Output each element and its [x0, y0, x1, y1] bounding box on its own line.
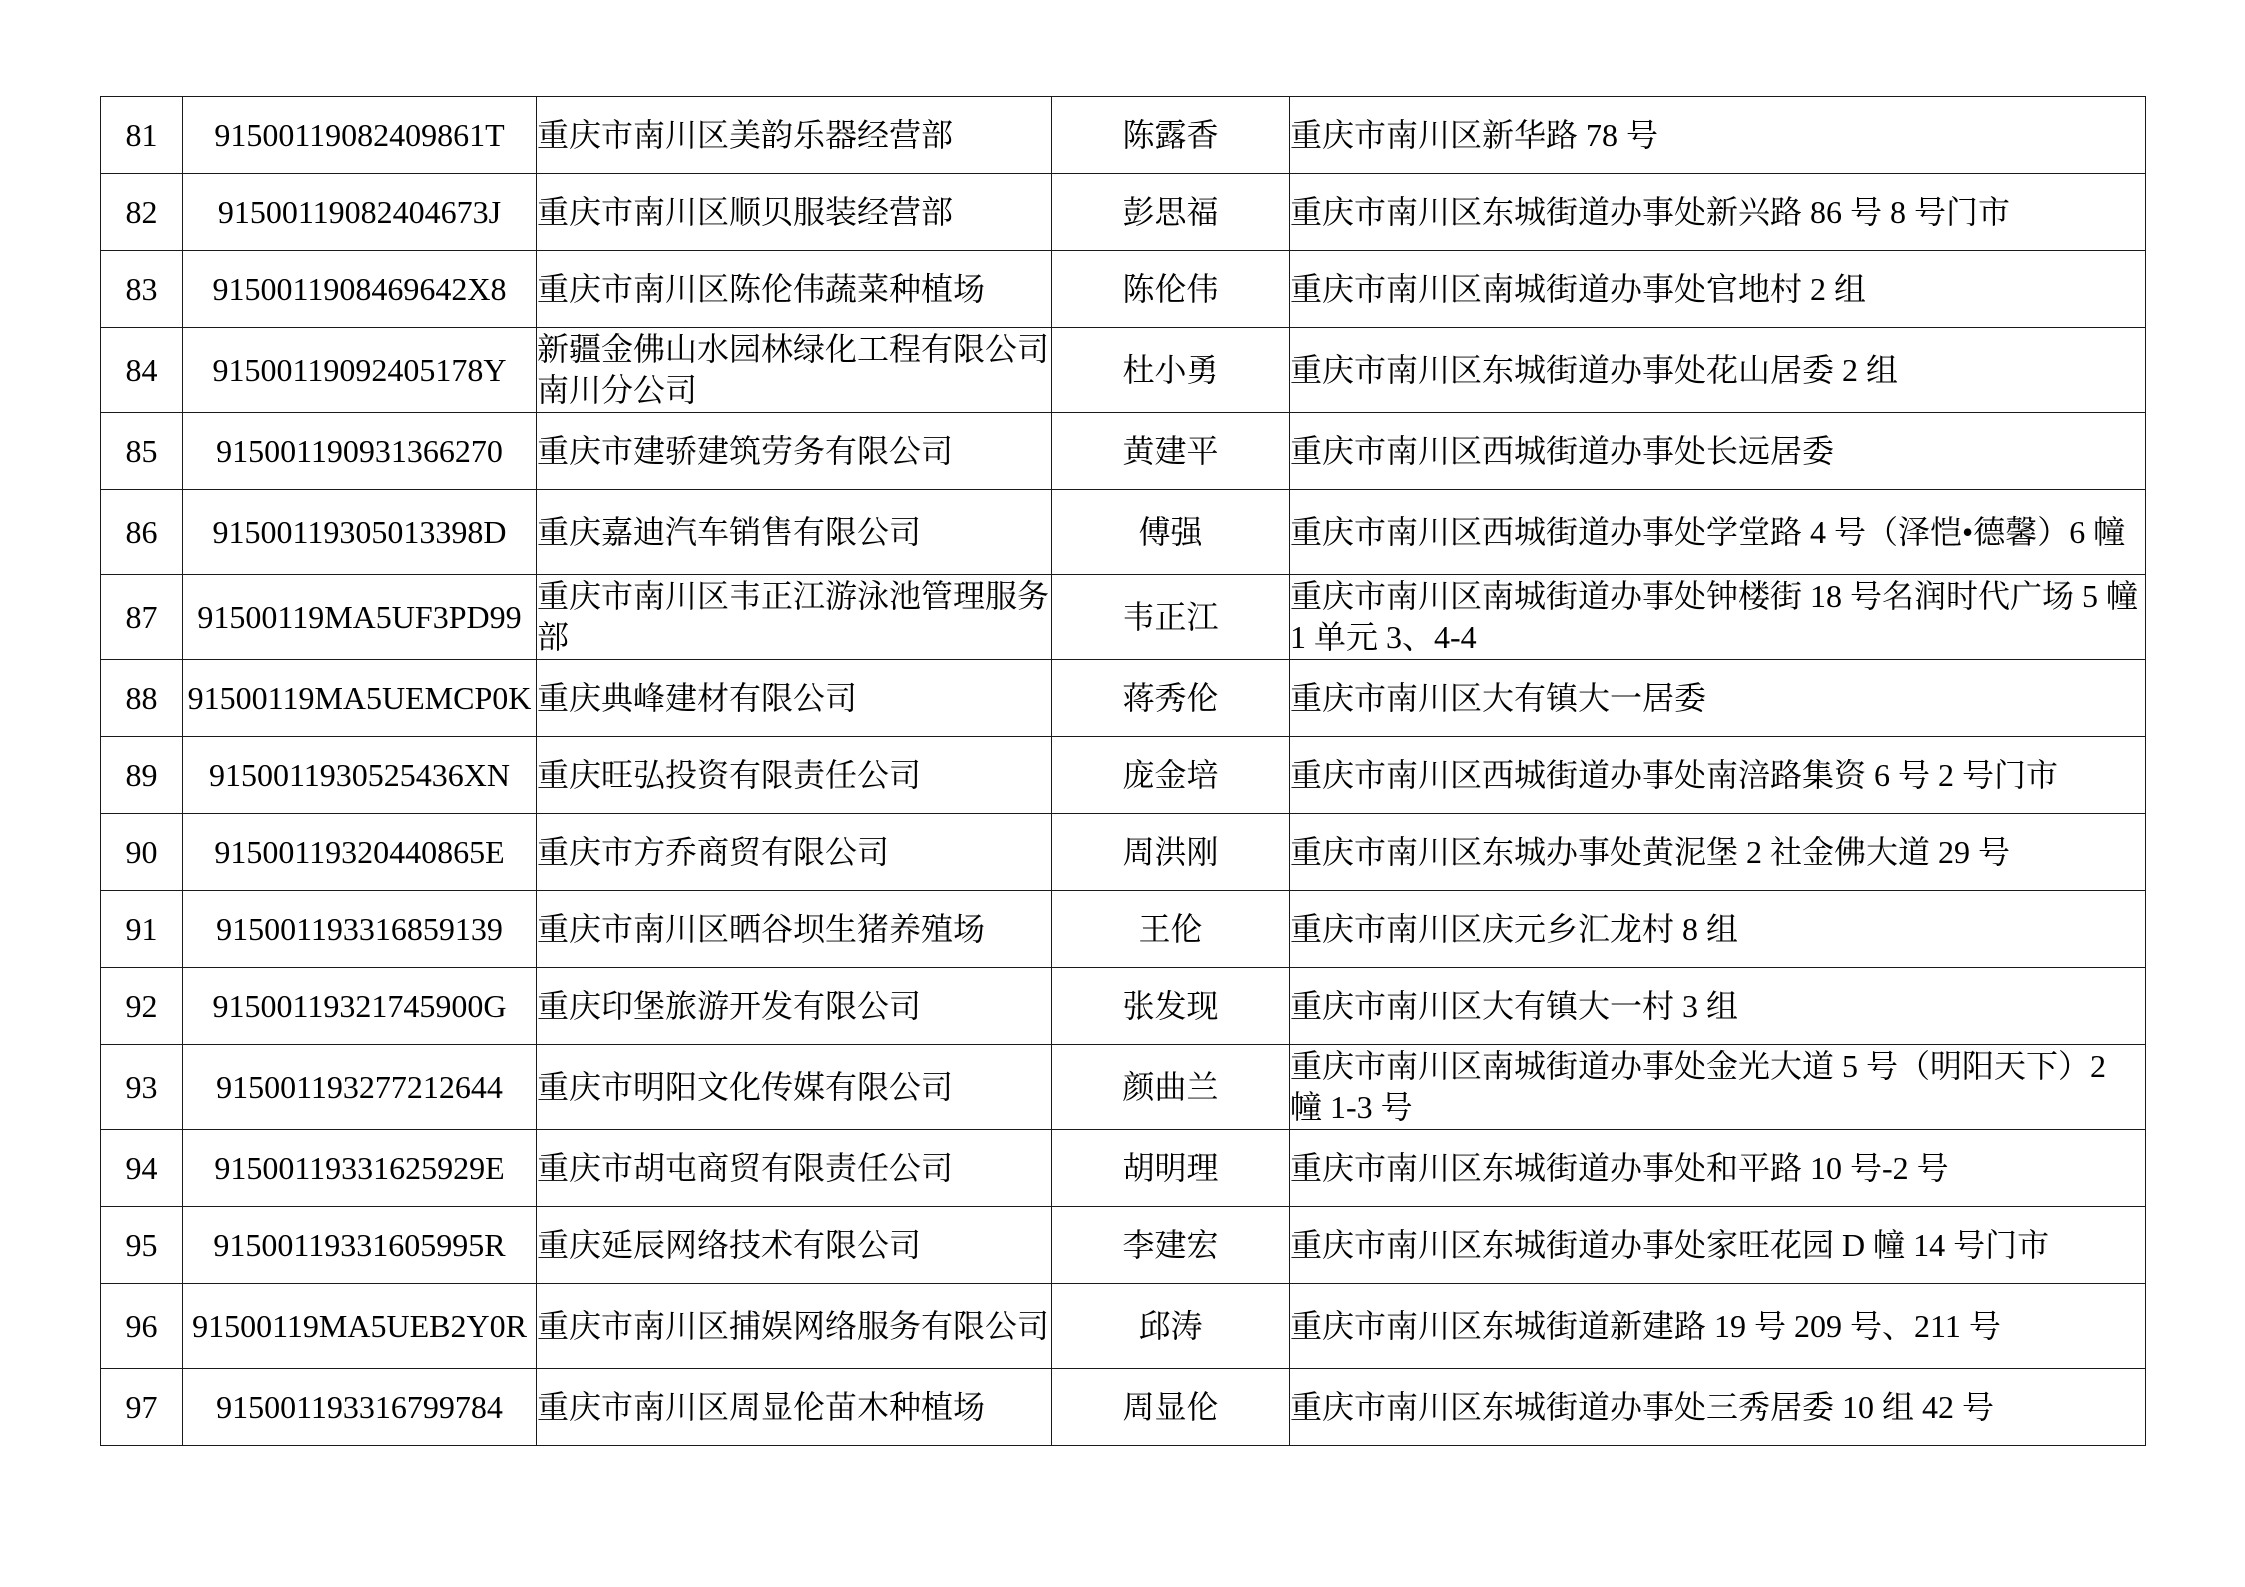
table-row: [101, 737, 2146, 814]
address: 重庆市南川区新华路 78 号: [1290, 97, 2146, 174]
entity-name: 重庆市方乔商贸有限公司: [537, 814, 1052, 891]
entity-name: 重庆市南川区美韵乐器经营部: [537, 97, 1052, 174]
row-number: 96: [101, 1284, 183, 1369]
credit-code: 91500119MA5UF3PD99: [183, 575, 537, 660]
entity-name: 重庆市胡屯商贸有限责任公司: [537, 1130, 1052, 1207]
credit-code: 91500119320440865E: [183, 814, 537, 891]
table-row: [101, 490, 2146, 575]
address: 重庆市南川区东城街道新建路 19 号 209 号、211 号: [1290, 1284, 2146, 1369]
row-number: 85: [101, 413, 183, 490]
credit-code: 91500119082409861T: [183, 97, 537, 174]
row-number: 84: [101, 328, 183, 413]
address: 重庆市南川区南城街道办事处官地村 2 组: [1290, 251, 2146, 328]
legal-representative: 陈伦伟: [1052, 251, 1290, 328]
legal-representative: 陈露香: [1052, 97, 1290, 174]
table-row: [101, 251, 2146, 328]
enterprise-table: [100, 96, 2146, 1446]
entity-name: 重庆市南川区陈伦伟蔬菜种植场: [537, 251, 1052, 328]
credit-code: 91500119092405178Y: [183, 328, 537, 413]
address: 重庆市南川区西城街道办事处学堂路 4 号（泽恺•德馨）6 幢: [1290, 490, 2146, 575]
address: 重庆市南川区南城街道办事处金光大道 5 号（明阳天下）2 幢 1-3 号: [1290, 1045, 2146, 1130]
row-number: 81: [101, 97, 183, 174]
legal-representative: 韦正江: [1052, 575, 1290, 660]
credit-code: 9150011908469642X8: [183, 251, 537, 328]
legal-representative: 张发现: [1052, 968, 1290, 1045]
entity-name: 重庆印堡旅游开发有限公司: [537, 968, 1052, 1045]
address: 重庆市南川区东城街道办事处花山居委 2 组: [1290, 328, 2146, 413]
entity-name: 重庆市南川区捕娱网络服务有限公司: [537, 1284, 1052, 1369]
row-number: 91: [101, 891, 183, 968]
credit-code: 91500119321745900G: [183, 968, 537, 1045]
credit-code: 91500119MA5UEB2Y0R: [183, 1284, 537, 1369]
legal-representative: 彭思福: [1052, 174, 1290, 251]
row-number: 94: [101, 1130, 183, 1207]
row-number: 87: [101, 575, 183, 660]
entity-name: 重庆典峰建材有限公司: [537, 660, 1052, 737]
address: 重庆市南川区大有镇大一居委: [1290, 660, 2146, 737]
legal-representative: 杜小勇: [1052, 328, 1290, 413]
entity-name: 重庆市明阳文化传媒有限公司: [537, 1045, 1052, 1130]
table-row: [101, 814, 2146, 891]
address: 重庆市南川区西城街道办事处南涪路集资 6 号 2 号门市: [1290, 737, 2146, 814]
row-number: 93: [101, 1045, 183, 1130]
entity-name: 重庆嘉迪汽车销售有限公司: [537, 490, 1052, 575]
legal-representative: 周洪刚: [1052, 814, 1290, 891]
address: 重庆市南川区东城街道办事处三秀居委 10 组 42 号: [1290, 1369, 2146, 1446]
table-row: [101, 1369, 2146, 1446]
row-number: 90: [101, 814, 183, 891]
entity-name: 重庆旺弘投资有限责任公司: [537, 737, 1052, 814]
entity-name: 新疆金佛山水园林绿化工程有限公司南川分公司: [537, 328, 1052, 413]
table-row: [101, 328, 2146, 413]
credit-code: 91500119305013398D: [183, 490, 537, 575]
row-number: 88: [101, 660, 183, 737]
table-row: [101, 660, 2146, 737]
credit-code: 9150011930525436XN: [183, 737, 537, 814]
credit-code: 91500119MA5UEMCP0K: [183, 660, 537, 737]
entity-name: 重庆市建骄建筑劳务有限公司: [537, 413, 1052, 490]
table-row: [101, 1045, 2146, 1130]
table-row: [101, 97, 2146, 174]
entity-name: 重庆市南川区周显伦苗木种植场: [537, 1369, 1052, 1446]
table-row: [101, 1207, 2146, 1284]
address: 重庆市南川区东城街道办事处新兴路 86 号 8 号门市: [1290, 174, 2146, 251]
legal-representative: 李建宏: [1052, 1207, 1290, 1284]
credit-code: 915001193316859139: [183, 891, 537, 968]
legal-representative: 颜曲兰: [1052, 1045, 1290, 1130]
credit-code: 91500119331605995R: [183, 1207, 537, 1284]
row-number: 92: [101, 968, 183, 1045]
row-number: 89: [101, 737, 183, 814]
credit-code: 915001190931366270: [183, 413, 537, 490]
credit-code: 915001193316799784: [183, 1369, 537, 1446]
credit-code: 91500119082404673J: [183, 174, 537, 251]
legal-representative: 周显伦: [1052, 1369, 1290, 1446]
legal-representative: 庞金培: [1052, 737, 1290, 814]
row-number: 83: [101, 251, 183, 328]
credit-code: 91500119331625929E: [183, 1130, 537, 1207]
legal-representative: 蒋秀伦: [1052, 660, 1290, 737]
address: 重庆市南川区庆元乡汇龙村 8 组: [1290, 891, 2146, 968]
table-row: [101, 174, 2146, 251]
credit-code: 915001193277212644: [183, 1045, 537, 1130]
table-row: [101, 891, 2146, 968]
address: 重庆市南川区东城办事处黄泥堡 2 社金佛大道 29 号: [1290, 814, 2146, 891]
address: 重庆市南川区南城街道办事处钟楼街 18 号名润时代广场 5 幢 1 单元 3、4-4: [1290, 575, 2146, 660]
entity-name: 重庆市南川区晒谷坝生猪养殖场: [537, 891, 1052, 968]
row-number: 97: [101, 1369, 183, 1446]
entity-name: 重庆延辰网络技术有限公司: [537, 1207, 1052, 1284]
row-number: 95: [101, 1207, 183, 1284]
table-row: [101, 968, 2146, 1045]
table-row: [101, 1284, 2146, 1369]
legal-representative: 傅强: [1052, 490, 1290, 575]
address: 重庆市南川区东城街道办事处家旺花园 D 幢 14 号门市: [1290, 1207, 2146, 1284]
table-row: [101, 575, 2146, 660]
table-row: [101, 413, 2146, 490]
legal-representative: 邱涛: [1052, 1284, 1290, 1369]
address: 重庆市南川区大有镇大一村 3 组: [1290, 968, 2146, 1045]
table-row: [101, 1130, 2146, 1207]
legal-representative: 黄建平: [1052, 413, 1290, 490]
entity-name: 重庆市南川区韦正江游泳池管理服务部: [537, 575, 1052, 660]
legal-representative: 胡明理: [1052, 1130, 1290, 1207]
entity-name: 重庆市南川区顺贝服装经营部: [537, 174, 1052, 251]
row-number: 82: [101, 174, 183, 251]
legal-representative: 王伦: [1052, 891, 1290, 968]
address: 重庆市南川区西城街道办事处长远居委: [1290, 413, 2146, 490]
address: 重庆市南川区东城街道办事处和平路 10 号-2 号: [1290, 1130, 2146, 1207]
row-number: 86: [101, 490, 183, 575]
